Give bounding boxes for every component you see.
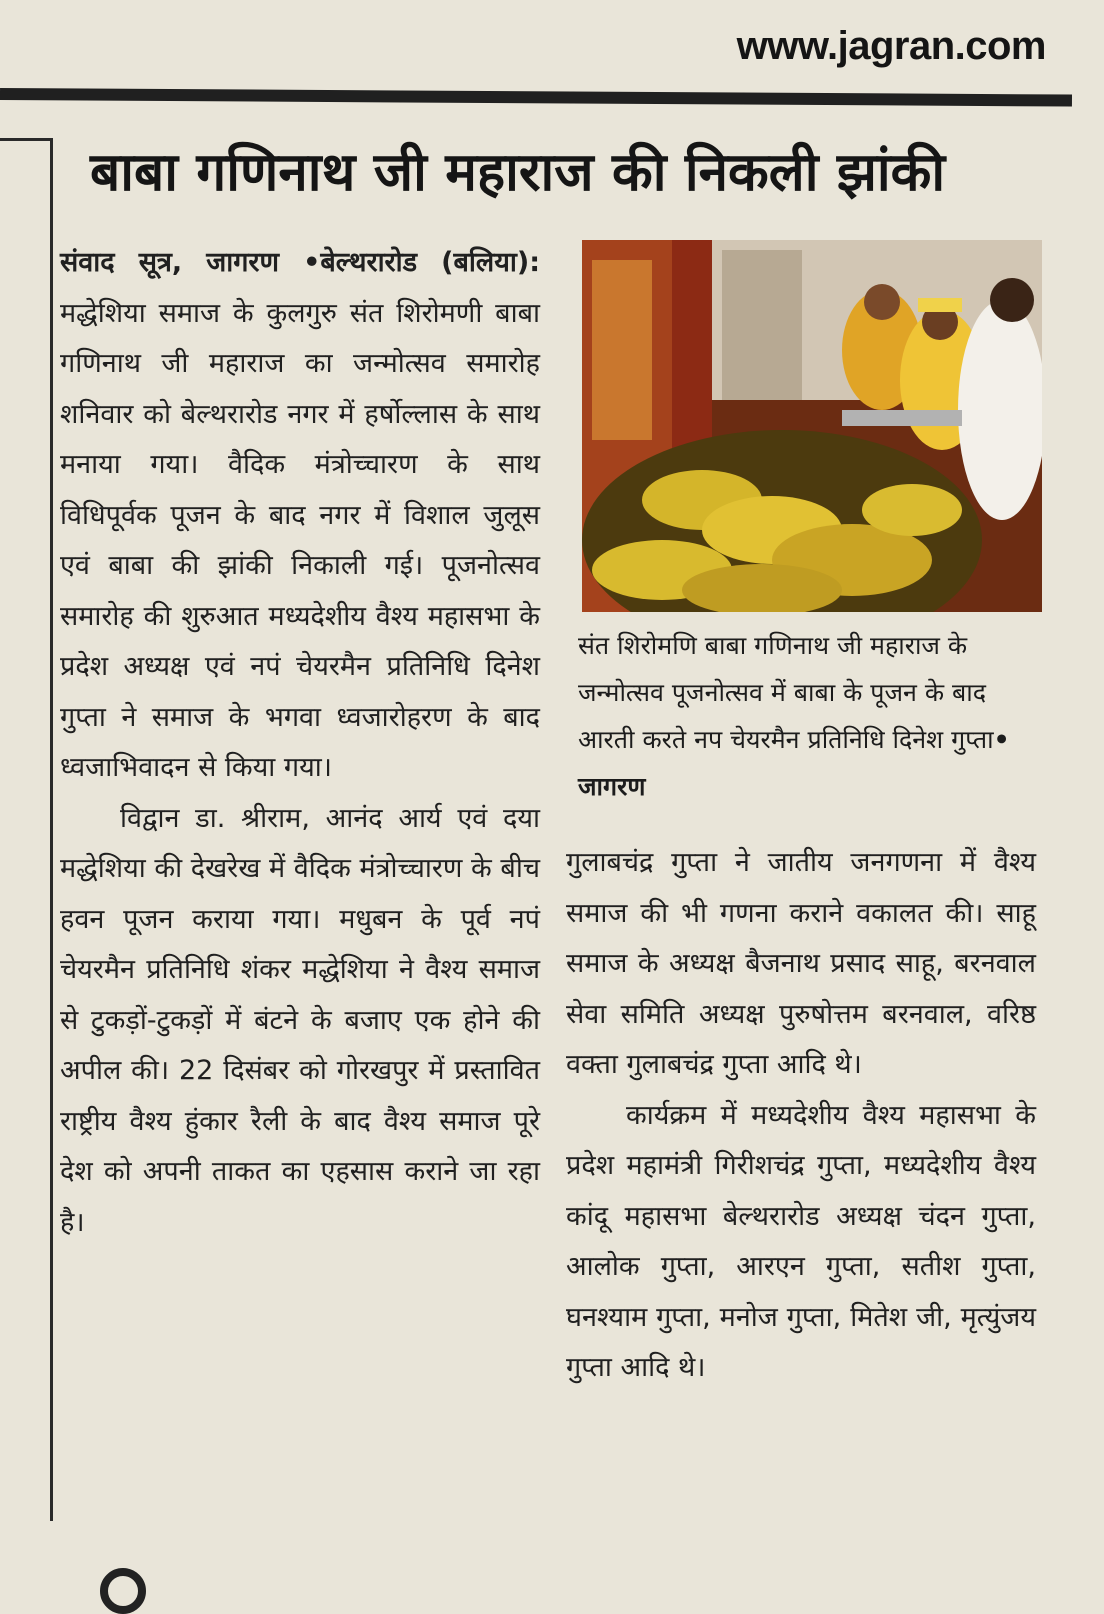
paragraph-4: कार्यक्रम में मध्यदेशीय वैश्य महासभा के प्रदेश महामंत्री गिरीशचंद्र गुप्ता, मध्यदेशीय वैश्य कांदू महासभा बेल्थरारोड अध्यक्ष चंदन गुप्ता, आलोक गुप्ता, आरएन गुप्ता, सतीश गुप्ता, घनश्याम गुप्ता, मनोज गुप्ता, मितेश जी, मृत्युंजय गुप्ता आदि थे। xyxy=(566,1099,1036,1383)
headline: बाबा गणिनाथ जी महाराज की निकली झांकी xyxy=(90,142,946,203)
top-rule xyxy=(0,88,1072,107)
paragraph-1 xyxy=(60,238,540,794)
paragraph-3: गुलाबचंद्र गुप्ता ने जातीय जनगणना में वैश्य समाज की भी गणना कराने वकालत की। साहू समाज के अध्यक्ष बैजनाथ प्रसाद साहू, बरनवाल सेवा समिति अध्यक्ष पुरुषोत्तम बरनवाल, वरिष्ठ वक्ता गुलाबचंद्र गुप्ता आदि थे। xyxy=(566,847,1036,1080)
website-url: www.jagran.com xyxy=(736,24,1046,68)
adjacent-column-border xyxy=(0,138,53,1521)
caption-text: संत शिरोमणि बाबा गणिनाथ जी महाराज के जन्मोत्सव पूजनोत्सव में बाबा के पूजन के बाद आरती करते नप चेयरमैन प्रतिनिधि दिनेश गुप्ता xyxy=(578,631,994,754)
dateline: संवाद सूत्र, जागरण •बेल्थरारोड (बलिया): xyxy=(60,247,540,278)
news-photo xyxy=(582,240,1042,612)
next-article-mark xyxy=(100,1568,146,1614)
photo-caption xyxy=(578,622,1038,810)
photo-credit: • जागरण xyxy=(578,725,1010,801)
paragraph-2: विद्वान डा. श्रीराम, आनंद आर्य एवं दया मद्धेशिया की देखरेख में वैदिक मंत्रोच्चारण के बीच हवन पूजन कराया गया। मधुबन के पूर्व नपं चेयरमैन प्रतिनिधि शंकर मद्धेशिया ने वैश्य समाज से टुकड़ों-टुकड़ों में बंटने के बजाए एक होने की अपील की। 22 दिसंबर को गोरखपुर में प्रस्तावित राष्ट्रीय वैश्य हुंकार रैली के बाद वैश्य समाज पूरे देश को अपनी ताकत का एहसास कराने जा रहा है। xyxy=(60,802,540,1238)
photo-image xyxy=(582,240,1042,612)
article-column-2 xyxy=(566,838,1036,1394)
paragraph-1-text: मद्धेशिया समाज के कुलगुरु संत शिरोमणी बाबा गणिनाथ जी महाराज का जन्मोत्सव समारोह शनिवार को बेल्थरारोड नगर में हर्षोल्लास के साथ मनाया गया। वैदिक मंत्रोच्चारण के साथ विधिपूर्वक पूजन के बाद नगर में विशाल जुलूस एवं बाबा की झांकी निकाली गई। पूजनोत्सव समारोह की शुरुआत मध्यदेशीय वैश्य महासभा के प्रदेश अध्यक्ष एवं नपं चेयरमैन प्रतिनिधि दिनेश गुप्ता ने समाज के भगवा ध्वजारोहरण के बाद ध्वजाभिवादन से किया गया। xyxy=(60,297,540,783)
article-column-1 xyxy=(60,238,540,1248)
